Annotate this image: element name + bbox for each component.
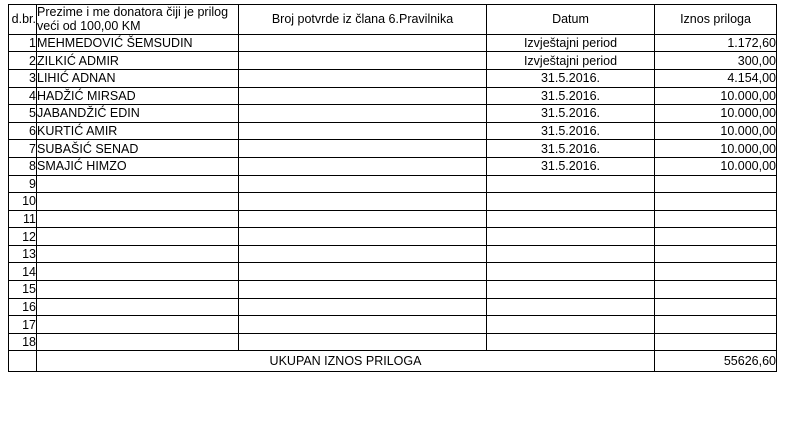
cell-certificate-number — [239, 52, 487, 70]
cell-certificate-number — [239, 281, 487, 299]
cell-donor-name: LIHIĆ ADNAN — [37, 69, 239, 87]
table-row — [9, 34, 777, 52]
column-header-donor-name: Prezime i me donatora čiji je prilog veći od 100,00 KM — [37, 5, 239, 35]
cell-donor-name — [37, 210, 239, 228]
cell-amount — [655, 298, 777, 316]
table-row — [9, 52, 777, 70]
cell-ordinal: 10 — [9, 193, 37, 211]
table-body — [9, 34, 777, 351]
table-row — [9, 105, 777, 123]
table-header — [9, 5, 777, 35]
cell-certificate-number — [239, 87, 487, 105]
cell-ordinal: 18 — [9, 333, 37, 351]
cell-certificate-number — [239, 140, 487, 158]
cell-donor-name — [37, 316, 239, 334]
cell-amount: 4.154,00 — [655, 69, 777, 87]
table-row — [9, 298, 777, 316]
cell-donor-name — [37, 245, 239, 263]
cell-amount — [655, 210, 777, 228]
column-header-date: Datum — [487, 5, 655, 35]
cell-certificate-number — [239, 105, 487, 123]
cell-certificate-number — [239, 157, 487, 175]
cell-amount — [655, 228, 777, 246]
cell-date — [487, 263, 655, 281]
table-footer — [9, 351, 777, 372]
cell-certificate-number — [239, 333, 487, 351]
cell-date — [487, 228, 655, 246]
table-row — [9, 210, 777, 228]
cell-amount — [655, 263, 777, 281]
cell-ordinal: 1 — [9, 34, 37, 52]
table-row — [9, 175, 777, 193]
cell-certificate-number — [239, 34, 487, 52]
cell-donor-name — [37, 333, 239, 351]
cell-certificate-number — [239, 122, 487, 140]
cell-certificate-number — [239, 175, 487, 193]
cell-ordinal: 5 — [9, 105, 37, 123]
cell-donor-name — [37, 175, 239, 193]
cell-date — [487, 245, 655, 263]
cell-donor-name — [37, 298, 239, 316]
table-row — [9, 87, 777, 105]
cell-certificate-number — [239, 316, 487, 334]
cell-ordinal: 2 — [9, 52, 37, 70]
document-page — [0, 4, 803, 425]
cell-date: 31.5.2016. — [487, 69, 655, 87]
cell-date — [487, 193, 655, 211]
cell-amount: 10.000,00 — [655, 105, 777, 123]
cell-date — [487, 281, 655, 299]
total-row — [9, 351, 777, 372]
cell-ordinal: 17 — [9, 316, 37, 334]
cell-date: 31.5.2016. — [487, 122, 655, 140]
cell-ordinal: 13 — [9, 245, 37, 263]
cell-date: 31.5.2016. — [487, 140, 655, 158]
table-row — [9, 263, 777, 281]
cell-date: 31.5.2016. — [487, 105, 655, 123]
cell-ordinal: 15 — [9, 281, 37, 299]
total-label: UKUPAN IZNOS PRILOGA — [37, 351, 655, 372]
cell-donor-name: JABANDŽIĆ EDIN — [37, 105, 239, 123]
cell-donor-name — [37, 228, 239, 246]
total-spacer-ordinal — [9, 351, 37, 372]
cell-date: 31.5.2016. — [487, 87, 655, 105]
cell-date: Izvještajni period — [487, 34, 655, 52]
table-row — [9, 69, 777, 87]
cell-date: 31.5.2016. — [487, 157, 655, 175]
cell-amount: 300,00 — [655, 52, 777, 70]
cell-amount — [655, 193, 777, 211]
table-row — [9, 122, 777, 140]
table-row — [9, 157, 777, 175]
cell-certificate-number — [239, 69, 487, 87]
table-row — [9, 281, 777, 299]
cell-donor-name: SUBAŠIĆ SENAD — [37, 140, 239, 158]
cell-amount — [655, 281, 777, 299]
cell-date — [487, 210, 655, 228]
donations-table — [8, 4, 777, 372]
cell-ordinal: 8 — [9, 157, 37, 175]
cell-donor-name — [37, 263, 239, 281]
cell-donor-name: ZILKIĆ ADMIR — [37, 52, 239, 70]
cell-certificate-number — [239, 210, 487, 228]
cell-certificate-number — [239, 245, 487, 263]
cell-ordinal: 11 — [9, 210, 37, 228]
cell-date — [487, 333, 655, 351]
cell-date — [487, 316, 655, 334]
cell-date — [487, 298, 655, 316]
cell-amount — [655, 333, 777, 351]
cell-ordinal: 14 — [9, 263, 37, 281]
column-header-amount: Iznos priloga — [655, 5, 777, 35]
table-row — [9, 193, 777, 211]
cell-date: Izvještajni period — [487, 52, 655, 70]
table-row — [9, 245, 777, 263]
cell-amount: 10.000,00 — [655, 87, 777, 105]
cell-amount: 10.000,00 — [655, 122, 777, 140]
cell-ordinal: 3 — [9, 69, 37, 87]
cell-ordinal: 9 — [9, 175, 37, 193]
cell-donor-name: KURTIĆ AMIR — [37, 122, 239, 140]
cell-certificate-number — [239, 193, 487, 211]
column-header-certificate-number: Broj potvrde iz člana 6.Pravilnika — [239, 5, 487, 35]
cell-amount: 1.172,60 — [655, 34, 777, 52]
total-amount: 55626,60 — [655, 351, 777, 372]
table-row — [9, 316, 777, 334]
cell-amount: 10.000,00 — [655, 140, 777, 158]
cell-certificate-number — [239, 228, 487, 246]
table-row — [9, 333, 777, 351]
cell-ordinal: 4 — [9, 87, 37, 105]
cell-certificate-number — [239, 298, 487, 316]
cell-amount — [655, 316, 777, 334]
cell-ordinal: 12 — [9, 228, 37, 246]
cell-amount — [655, 245, 777, 263]
cell-donor-name: HADŽIĆ MIRSAD — [37, 87, 239, 105]
cell-ordinal: 16 — [9, 298, 37, 316]
column-header-ordinal: d.br. — [9, 5, 37, 35]
cell-ordinal: 6 — [9, 122, 37, 140]
cell-amount — [655, 175, 777, 193]
cell-donor-name — [37, 193, 239, 211]
table-row — [9, 140, 777, 158]
cell-date — [487, 175, 655, 193]
cell-donor-name: SMAJIĆ HIMZO — [37, 157, 239, 175]
cell-ordinal: 7 — [9, 140, 37, 158]
cell-amount: 10.000,00 — [655, 157, 777, 175]
table-row — [9, 228, 777, 246]
cell-donor-name — [37, 281, 239, 299]
cell-certificate-number — [239, 263, 487, 281]
header-row — [9, 5, 777, 35]
cell-donor-name: MEHMEDOVIĆ ŠEMSUDIN — [37, 34, 239, 52]
